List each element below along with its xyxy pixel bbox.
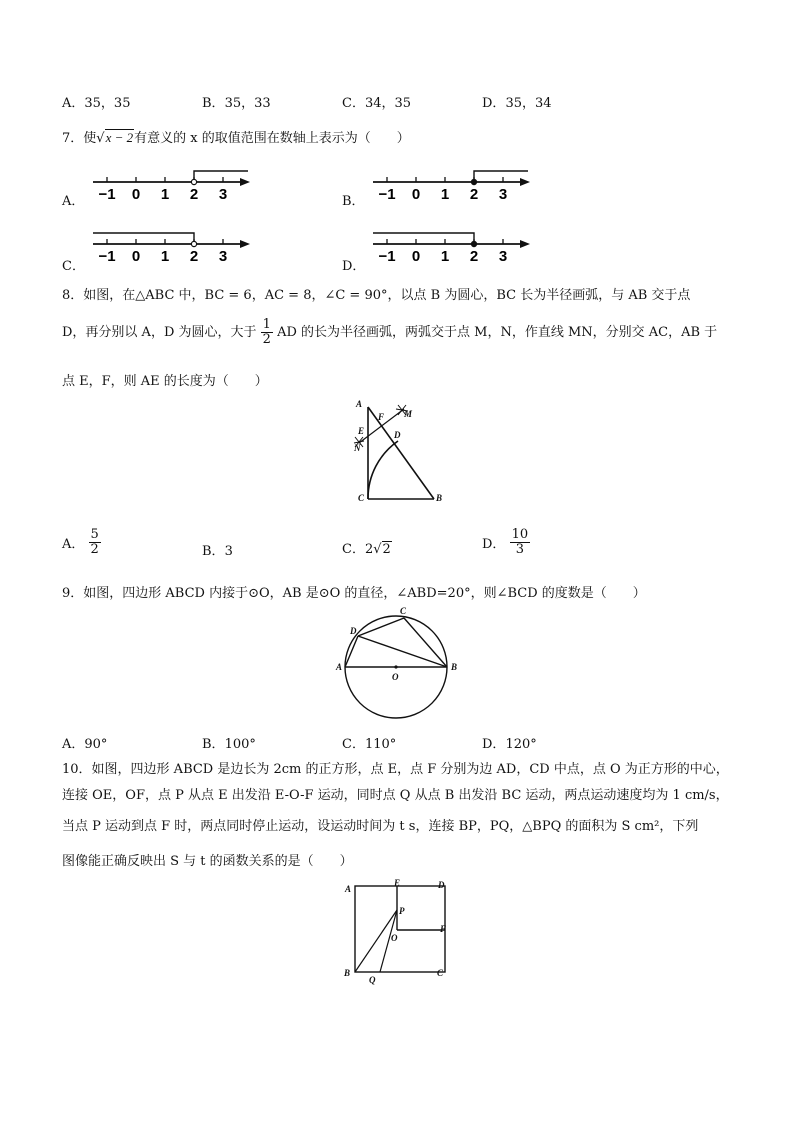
label-o: O [392, 672, 399, 682]
tick-label: −1 [378, 186, 396, 203]
q7-number-line-d [370, 226, 545, 268]
fraction-half: $\frac{1}{2}$ [262, 317, 271, 347]
tick-label: 0 [131, 248, 141, 265]
label-d: D [394, 430, 401, 440]
q9-stem: 9．如图，四边形 ABCD 内接于⊙O，AB 是⊙O 的直径，∠ABD=20°，则∠BCD 的度数是（ ） [62, 586, 646, 601]
open-point [191, 179, 196, 184]
label-q: Q [369, 975, 376, 985]
label-c: C [400, 606, 407, 616]
q7-option-c-letter: C． [62, 259, 85, 274]
tick-label: −1 [98, 248, 116, 265]
q7-number-line-c [90, 226, 255, 268]
q9-option-c: C．110° [342, 737, 397, 752]
label-e: E [358, 426, 365, 436]
solution-ray [93, 233, 194, 244]
q7-number-line-a [90, 164, 255, 204]
tick-label: 0 [131, 186, 141, 203]
q9-option-a: A．90° [62, 737, 108, 752]
axis-arrow-icon [240, 178, 250, 186]
tick-label: 1 [440, 248, 450, 265]
q6-option-d: D．35，34 [482, 96, 552, 111]
q8-option-c: C．2√2 [342, 542, 391, 557]
tick-label: 2 [189, 248, 199, 265]
label-f: F [378, 412, 385, 422]
tick-label: −1 [98, 186, 116, 203]
solution-ray [194, 171, 248, 182]
closed-point [471, 179, 476, 184]
q9-option-d: D．120° [482, 737, 537, 752]
label-b: B [344, 968, 351, 978]
solution-ray [373, 233, 474, 244]
open-point [191, 241, 196, 246]
q9-figure [336, 606, 460, 722]
tick-label: 2 [469, 248, 479, 265]
circle-diagram [336, 606, 460, 722]
q9-option-b: B．100° [202, 737, 256, 752]
q10-stem-line4: 图像能正确反映出 S 与 t 的函数关系的是（ ） [62, 854, 353, 869]
axis-arrow-icon [240, 240, 250, 248]
tick-label: 3 [218, 186, 228, 203]
label-c: C [437, 968, 444, 978]
tick-label: 2 [189, 186, 199, 203]
label-d: D [350, 626, 357, 636]
label-m: M [404, 409, 413, 419]
label-o: O [391, 933, 398, 943]
q8-option-d: D． $\frac{10}{3}$ [482, 527, 529, 557]
q10-stem-line3: 当点 P 运动到点 F 时，两点同时停止运动，设运动时间为 t s，连接 BP，PQ，△BPQ 的面积为 S cm²，下列 [62, 819, 699, 834]
tick-label: 3 [218, 248, 228, 265]
q10-stem-line1: 10．如图，四边形 ABCD 是边长为 2cm 的正方形，点 E，点 F 分别为边 AD，CD 中点，点 O 为正方形的中心， [62, 762, 729, 777]
label-f: F [440, 924, 447, 934]
q10-stem-line2: 连接 OE，OF，点 P 从点 E 出发沿 E-O-F 运动，同时点 Q 从点 B 出发沿 BC 运动，两点运动速度均为 1 cm/s， [62, 788, 729, 803]
q8-stem-line1: 8．如图，在△ABC 中，BC = 6，AC = 8，∠C = 90°，以点 B 为圆心，BC 长为半径画弧，与 AB 交于点 [62, 288, 691, 303]
label-b: B [451, 662, 458, 672]
q8-stem-line3: 点 E，F，则 AE 的长度为（ ） [62, 374, 268, 389]
q7-option-d-letter: D． [342, 259, 366, 274]
tick-label: 0 [411, 186, 421, 203]
q10-figure [340, 876, 458, 988]
q6-option-c: C．34，35 [342, 96, 412, 111]
q7-option-b-letter: B． [342, 194, 365, 209]
q8-figure [346, 397, 443, 509]
q7-stem: 7．使√x − 2有意义的 x 的取值范围在数轴上表示为（ ） [62, 130, 410, 146]
label-a: A [345, 884, 352, 894]
tick-label: 1 [160, 248, 170, 265]
tick-label: 3 [498, 186, 508, 203]
label-a: A [356, 399, 363, 409]
tick-label: −1 [378, 248, 396, 265]
tick-label: 1 [440, 186, 450, 203]
q8-stem-line2: D，再分别以 A，D 为圆心，大于 $\frac{1}{2}$ AD 的长为半径画弧，两弧交于点 M，N，作直线 MN，分别交 AC，AB 于 [62, 317, 718, 347]
q6-option-a: A．35，35 [62, 96, 131, 111]
closed-point [471, 241, 476, 246]
label-p: P [399, 906, 405, 916]
q6-option-b: B．35，33 [202, 96, 271, 111]
tick-label: 1 [160, 186, 170, 203]
tick-label: 0 [411, 248, 421, 265]
solution-ray [474, 171, 528, 182]
label-a: A [336, 662, 343, 672]
q7-number-line-b [370, 164, 545, 204]
q8-option-a: A． $\frac{5}{2}$ [62, 527, 99, 557]
label-n: N [354, 443, 361, 453]
label-b: B [436, 493, 443, 503]
q7-option-a-letter: A． [62, 194, 85, 209]
q8-option-b: B．3 [202, 544, 233, 559]
tick-label: 2 [469, 186, 479, 203]
label-c: C [358, 493, 365, 503]
axis-arrow-icon [520, 240, 530, 248]
axis-arrow-icon [520, 178, 530, 186]
label-e: E [394, 878, 401, 888]
label-d: D [438, 880, 445, 890]
tick-label: 3 [498, 248, 508, 265]
